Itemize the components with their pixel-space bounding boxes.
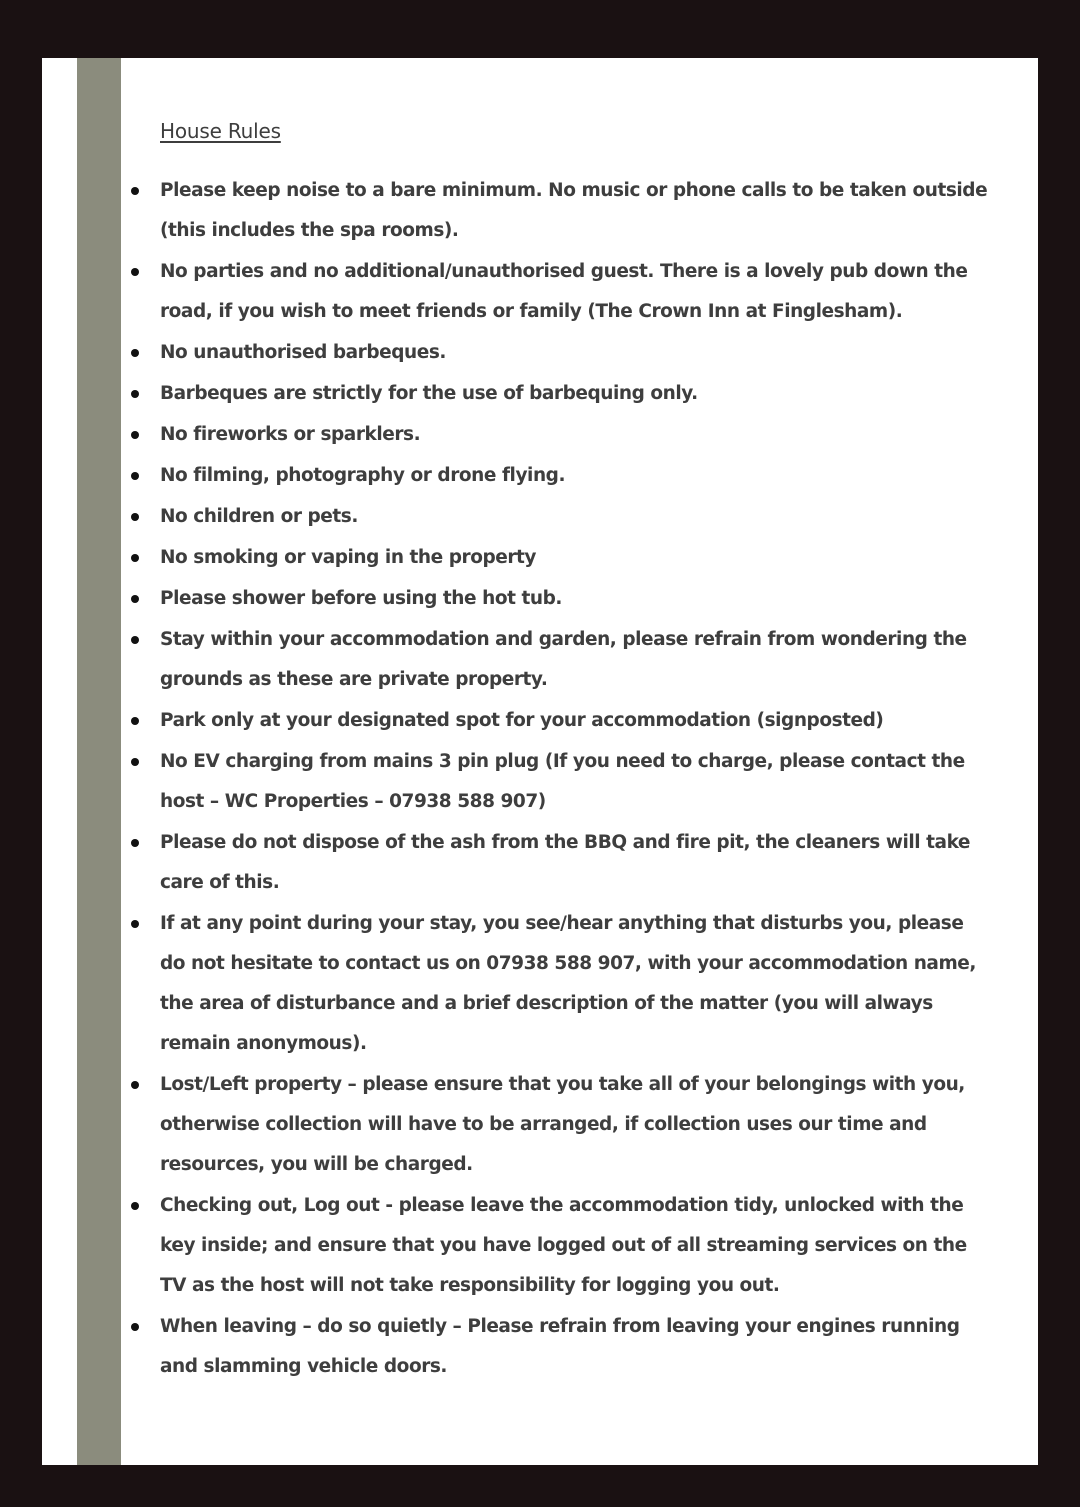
bullet-icon: [131, 187, 139, 195]
rules-list: [160, 171, 990, 1388]
rule-item: [160, 538, 990, 578]
rule-text: When leaving – do so quietly – Please refrain from leaving your engines running and slamming vehicle doors.: [160, 1316, 960, 1377]
rule-text: No filming, photography or drone flying.: [160, 465, 566, 486]
rule-text: No EV charging from mains 3 pin plug (If you need to charge, please contact the host – WC Properties – 07938 588 907): [160, 751, 965, 812]
decorative-side-bar: [77, 58, 121, 1465]
rule-item: [160, 701, 990, 741]
rule-item: [160, 1186, 990, 1306]
rule-item: [160, 456, 990, 496]
bullet-icon: [131, 636, 139, 644]
rule-text: Please do not dispose of the ash from the BBQ and fire pit, the cleaners will take care of this.: [160, 832, 971, 893]
rule-text: Park only at your designated spot for your accommodation (signposted): [160, 710, 884, 731]
rule-text: No unauthorised barbeques.: [160, 342, 446, 363]
rule-item: [160, 1307, 990, 1387]
rule-text: No parties and no additional/unauthorised guest. There is a lovely pub down the road, if you wish to meet friends or family (The Crown Inn at Finglesham).: [160, 261, 968, 322]
bullet-icon: [131, 1081, 139, 1089]
bullet-icon: [131, 431, 139, 439]
bullet-icon: [131, 268, 139, 276]
rule-text: Please keep noise to a bare minimum. No music or phone calls to be taken outside (this includes the spa rooms).: [160, 180, 988, 241]
bullet-icon: [131, 758, 139, 766]
document-page: [42, 58, 1038, 1465]
rule-item: [160, 579, 990, 619]
rule-text: Barbeques are strictly for the use of barbequing only.: [160, 383, 698, 404]
rule-text: No children or pets.: [160, 506, 358, 527]
bullet-icon: [131, 920, 139, 928]
rule-text: Lost/Left property – please ensure that you take all of your belongings with you, otherwise collection will have to be arranged, if collection uses our time and resources, you will be charged.: [160, 1074, 965, 1175]
rule-item: [160, 252, 990, 332]
rule-item: [160, 333, 990, 373]
rule-item: [160, 374, 990, 414]
rule-text: Stay within your accommodation and garden, please refrain from wondering the grounds as these are private property.: [160, 629, 967, 690]
rule-item: [160, 620, 990, 700]
rule-item: [160, 823, 990, 903]
rule-item: [160, 171, 990, 251]
rule-item: [160, 1065, 990, 1185]
rule-text: No smoking or vaping in the property: [160, 547, 537, 568]
bullet-icon: [131, 595, 139, 603]
bullet-icon: [131, 1202, 139, 1210]
bullet-icon: [131, 839, 139, 847]
bullet-icon: [131, 554, 139, 562]
rule-text: Please shower before using the hot tub.: [160, 588, 562, 609]
rule-text: Checking out, Log out - please leave the accommodation tidy, unlocked with the key inside; and ensure that you have logged out of all streaming services on the TV as the host will not take responsibility for logging you out.: [160, 1195, 967, 1296]
bullet-icon: [131, 349, 139, 357]
rule-item: [160, 415, 990, 455]
bullet-icon: [131, 1323, 139, 1331]
bullet-icon: [131, 513, 139, 521]
rule-item: [160, 497, 990, 537]
rule-text: If at any point during your stay, you see/hear anything that disturbs you, please do not hesitate to contact us on 07938 588 907, with your accommodation name, the area of disturbance and a brief description of the matter (you will always remain anonymous).: [160, 913, 976, 1054]
page-title: House Rules: [160, 119, 281, 143]
bullet-icon: [131, 472, 139, 480]
bullet-icon: [131, 390, 139, 398]
bullet-icon: [131, 717, 139, 725]
rule-item: [160, 742, 990, 822]
rule-text: No fireworks or sparklers.: [160, 424, 421, 445]
rule-item: [160, 904, 990, 1064]
